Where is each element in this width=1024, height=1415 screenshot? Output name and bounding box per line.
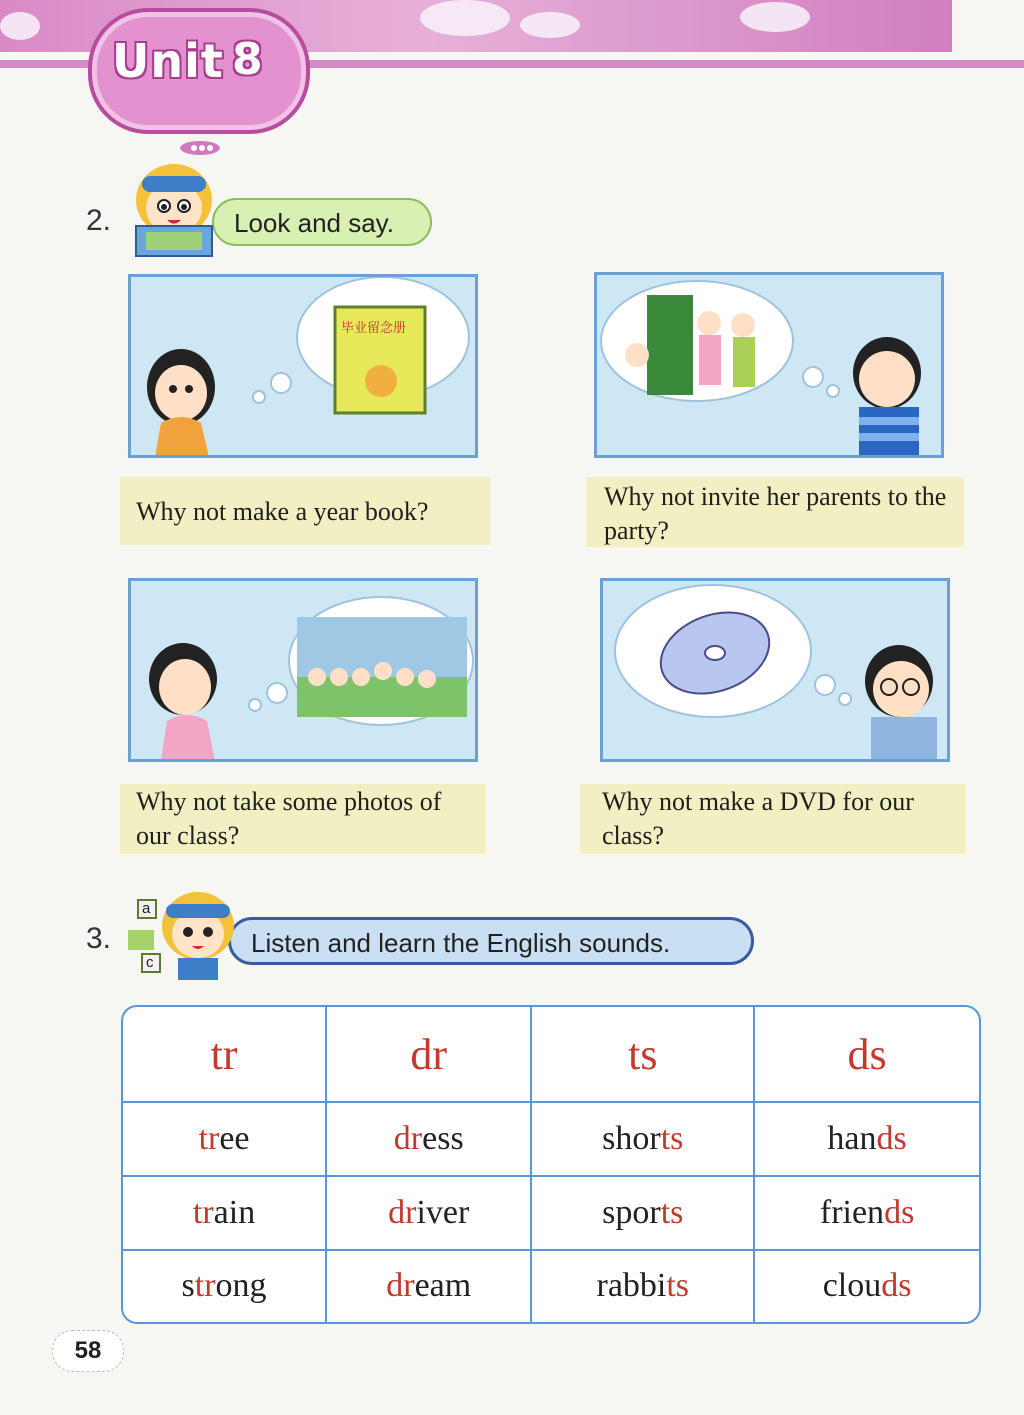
section-3-number: 3. — [86, 922, 112, 955]
word-part: ess — [422, 1119, 464, 1157]
page-number: 58 — [52, 1330, 124, 1372]
section-2-number: 2. — [86, 204, 112, 237]
word-cell — [123, 1102, 326, 1176]
header-ds: ds — [754, 1007, 979, 1102]
table-row — [123, 1250, 979, 1322]
sounds-grid — [123, 1007, 979, 1322]
word-part: shor — [602, 1119, 661, 1157]
word-cell — [326, 1250, 531, 1322]
cloud-decoration — [0, 12, 40, 40]
word-cell — [326, 1102, 531, 1176]
panel-1-caption: Why not make a year book? — [120, 477, 490, 545]
sounds-table — [121, 1005, 981, 1324]
sound-highlight: dr — [386, 1267, 415, 1305]
section-2-instruction: Look and say. — [212, 198, 432, 246]
word-cell — [754, 1176, 979, 1250]
word-part: rabbi — [596, 1267, 667, 1305]
badge-letter-c: c — [146, 954, 154, 971]
word-part: ain — [213, 1193, 256, 1231]
word-part: spor — [602, 1193, 661, 1231]
panel-2-caption: Why not invite her parents to the party? — [586, 477, 964, 547]
panel-4-caption: Why not make a DVD for our class? — [580, 784, 966, 854]
word-part: clou — [822, 1267, 882, 1305]
sound-highlight: tr — [198, 1119, 220, 1157]
word-part: s — [181, 1267, 195, 1305]
word-cell — [123, 1176, 326, 1250]
header-dr: dr — [326, 1007, 531, 1102]
sound-highlight: ds — [884, 1193, 915, 1231]
girl-thinking-class-illustration — [131, 581, 475, 759]
word-part: han — [827, 1119, 877, 1157]
table-row — [123, 1102, 979, 1176]
mascot-reading-icon — [126, 138, 230, 260]
header-tr: tr — [123, 1007, 326, 1102]
panel-year-book — [128, 274, 478, 458]
sound-highlight: ds — [881, 1267, 912, 1305]
word-part: frien — [819, 1193, 885, 1231]
word-cell — [123, 1250, 326, 1322]
word-cell — [326, 1176, 531, 1250]
section-3-instruction: Listen and learn the English sounds. — [228, 917, 754, 965]
cloud-decoration — [420, 0, 510, 36]
sound-highlight: tr — [192, 1193, 214, 1231]
word-cell — [754, 1250, 979, 1322]
sound-highlight: ts — [660, 1193, 684, 1231]
word-part: iver — [416, 1193, 470, 1231]
word-cell — [531, 1250, 754, 1322]
panel-class-photos — [128, 578, 478, 762]
unit-label: Unit — [112, 34, 224, 88]
sound-highlight: tr — [194, 1267, 216, 1305]
panel-make-dvd — [600, 578, 950, 762]
panel-3-caption: Why not take some photos of our class? — [120, 784, 486, 854]
word-part: ong — [215, 1267, 267, 1305]
word-part: eam — [414, 1267, 472, 1305]
sound-highlight: dr — [393, 1119, 423, 1157]
girl-thinking-illustration — [131, 277, 475, 455]
panel-invite-parents — [594, 272, 944, 458]
word-part: ee — [219, 1119, 250, 1157]
word-cell — [531, 1102, 754, 1176]
sound-highlight: ts — [666, 1267, 690, 1305]
header-ts: ts — [531, 1007, 754, 1102]
word-cell — [531, 1176, 754, 1250]
badge-letter-a: a — [142, 900, 151, 917]
sound-highlight: ds — [876, 1119, 907, 1157]
yearbook-cover-text: 毕业留念册 — [341, 321, 407, 336]
unit-number: 8 — [232, 34, 263, 85]
cloud-decoration — [740, 2, 810, 32]
sound-highlight: ts — [660, 1119, 684, 1157]
boy-thinking-family-illustration — [597, 275, 941, 455]
sound-highlight: dr — [388, 1193, 417, 1231]
table-header-row — [123, 1007, 979, 1102]
table-row — [123, 1176, 979, 1250]
boy-thinking-dvd-illustration — [603, 581, 947, 759]
word-cell — [754, 1102, 979, 1176]
cloud-decoration — [520, 12, 580, 38]
